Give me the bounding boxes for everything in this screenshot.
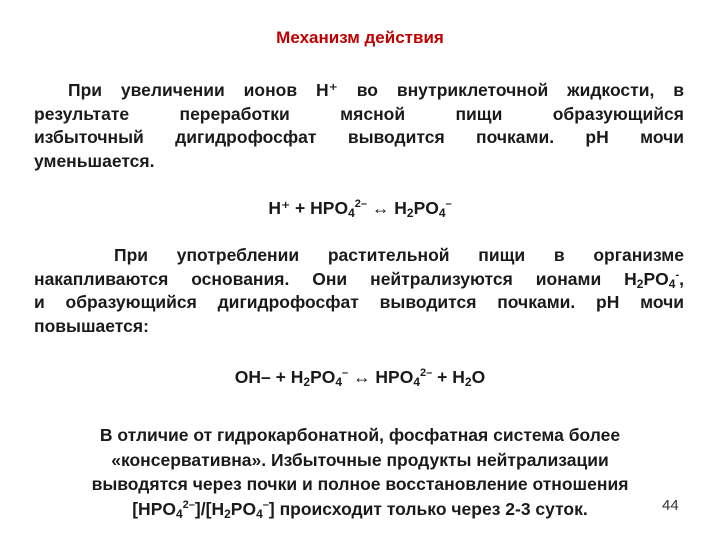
page-number: 44 — [662, 497, 679, 514]
paragraph-line: В отличие от гидрокарбонатной, фосфатная система более — [99, 425, 621, 445]
paragraph-comparison — [30, 423, 690, 521]
paragraph-line: выводятся через почки и полное восстановление отношения — [91, 474, 629, 494]
paragraph-line: При увеличении ионов H⁺ во внутриклеточной жидкости, в — [68, 80, 684, 100]
paragraph-line: и образующийся дигидрофосфат выводится почками. pH мочи — [34, 292, 684, 312]
slide-title: Механизм действия — [276, 28, 444, 47]
paragraph-line: «консервативна». Избыточные продукты нейтрализации — [111, 449, 609, 470]
equation-acid: $H^+ + HPO_4^{2-}$ ↔ $H_2PO_4^-$ — [268, 198, 452, 220]
paragraph-line: избыточный дигидрофосфат выводится почками. pH мочи — [34, 127, 684, 147]
paragraph-meat-food — [34, 79, 684, 173]
paragraph-line: результате переработки мясной пищи образующийся — [34, 103, 684, 124]
equation-base: $OH- + H_2PO_4^-$ ↔ $HPO_4^{2-} + H_2O$ — [234, 367, 486, 389]
paragraph-line: $[HPO_4^{2-}]/[H_2PO_4^-]$ происходит только через 2-3 суток. — [132, 498, 588, 521]
paragraph-line: уменьшается. — [34, 150, 155, 171]
paragraph-line: накапливаются основания. Они нейтрализуются ионами $H_2PO_4^-$, — [34, 268, 684, 291]
paragraph-plant-food — [34, 244, 684, 338]
paragraph-line: повышается: — [34, 315, 149, 336]
paragraph-line: При употреблении растительной пищи в организме — [114, 245, 684, 265]
